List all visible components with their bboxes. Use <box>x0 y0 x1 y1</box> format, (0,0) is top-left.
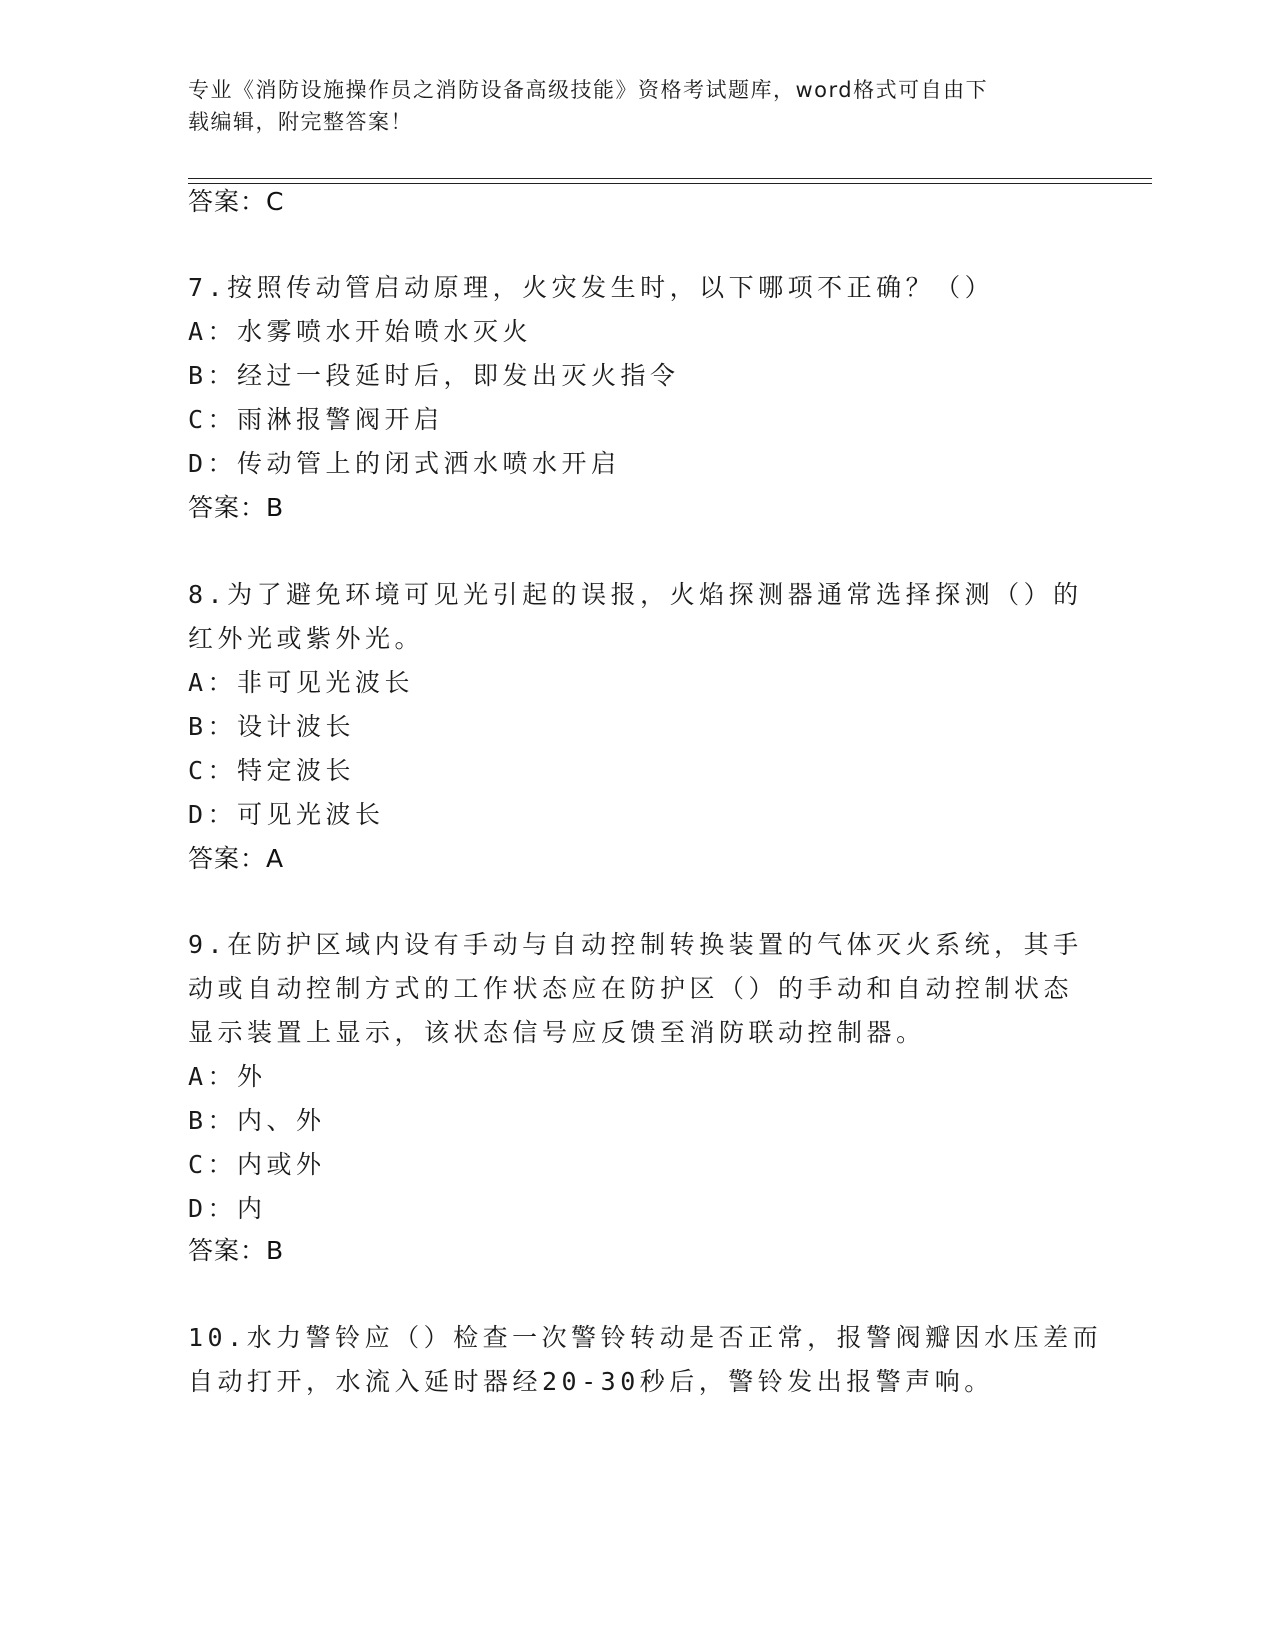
answer-q6: 答案：C <box>188 187 285 216</box>
answer-q9: 答案：B <box>188 1236 285 1265</box>
question-7-text: 7.按照传动管启动原理，火灾发生时，以下哪项不正确？（） <box>188 273 995 302</box>
question-9-text-line-2: 动或自动控制方式的工作状态应在防护区（）的手动和自动控制状态 <box>188 974 1074 1003</box>
question-9-option-a: A：外 <box>188 1062 267 1091</box>
question-8-option-a: A：非可见光波长 <box>188 668 415 697</box>
question-9-option-b: B：内、外 <box>188 1106 326 1135</box>
question-8-option-c: C：特定波长 <box>188 756 356 785</box>
question-9-text-line-1: 9.在防护区域内设有手动与自动控制转换装置的气体灭火系统，其手 <box>188 930 1083 959</box>
answer-q7: 答案：B <box>188 493 285 522</box>
question-8-option-b: B：设计波长 <box>188 712 356 741</box>
question-7-option-c: C：雨淋报警阀开启 <box>188 405 444 434</box>
header-divider-top <box>188 178 1152 179</box>
question-9-text-line-3: 显示装置上显示，该状态信号应反馈至消防联动控制器。 <box>188 1018 926 1047</box>
question-9-option-c: C：内或外 <box>188 1150 326 1179</box>
question-9-option-d: D：内 <box>188 1194 267 1223</box>
document-header <box>188 74 1068 138</box>
header-line-2: 载编辑，附完整答案！ <box>188 110 413 134</box>
question-8-text-line-1: 8.为了避免环境可见光引起的误报，火焰探测器通常选择探测（）的 <box>188 580 1083 609</box>
question-7-option-d: D：传动管上的闭式洒水喷水开启 <box>188 449 621 478</box>
question-10-text-line-1: 10.水力警铃应（）检查一次警铃转动是否正常，报警阀瓣因水压差而 <box>188 1323 1103 1352</box>
question-8-text-line-2: 红外光或紫外光。 <box>188 624 425 653</box>
header-line-1: 专业《消防设施操作员之消防设备高级技能》资格考试题库，word格式可自由下 <box>188 78 989 102</box>
answer-q8: 答案：A <box>188 844 285 873</box>
header-divider-bottom <box>188 183 1152 184</box>
question-10-text-line-2: 自动打开，水流入延时器经20-30秒后，警铃发出报警声响。 <box>188 1367 994 1396</box>
question-7-option-b: B：经过一段延时后，即发出灭火指令 <box>188 361 680 390</box>
question-7-option-a: A：水雾喷水开始喷水灭火 <box>188 317 533 346</box>
question-8-option-d: D：可见光波长 <box>188 800 385 829</box>
